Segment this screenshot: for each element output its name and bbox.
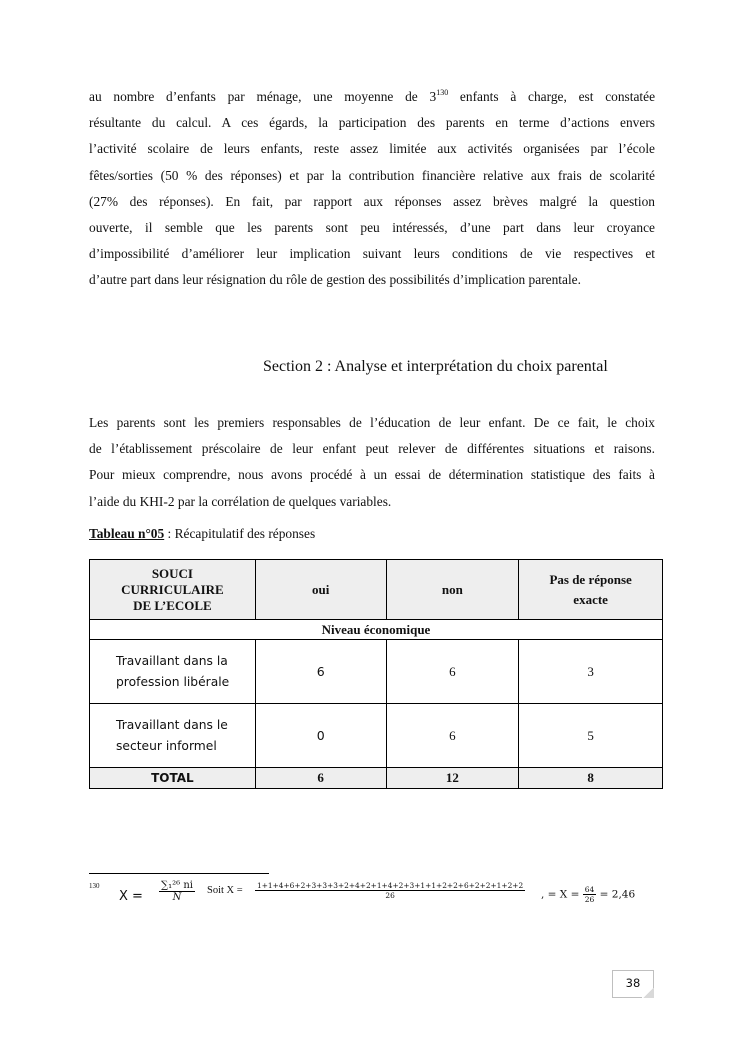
header-pas-de-reponse: Pas de réponse exacte [519, 560, 663, 620]
header-souci: SOUCI CURRICULAIRE DE L’ECOLE [90, 560, 256, 620]
footnote-soit: Soit X = [207, 885, 243, 896]
cell-pas: 3 [519, 640, 663, 704]
table-caption-text: : Récapitulatif des réponses [164, 526, 316, 541]
paragraph-2-line: Les parents sont les premiers responsables de l’éducation de leur enfant. De ce fait, le choix [89, 415, 655, 430]
footnote-result-fraction: $\frac{64}{26}$ [584, 885, 595, 904]
table-row [90, 704, 663, 768]
total-pas: 8 [519, 768, 663, 789]
header-oui: oui [255, 560, 386, 620]
paragraph-2-line: l’aide du KHI-2 par la corrélation de quelques variables. [89, 493, 392, 509]
cell-oui: 6 [255, 640, 386, 704]
cell-pas: 5 [519, 704, 663, 768]
footnote-sum-fraction: $\frac{\text{∑₁²⁶ ni}}{N}$ [161, 880, 193, 903]
recap-table [89, 559, 663, 789]
paragraph-1-line-1: au nombre d’enfants par ménage, une moyenne de $3^{130}$ enfants à charge, est constatée [89, 88, 656, 104]
footnote-number: 130 [89, 882, 100, 890]
paragraph-1-line: l’activité scolaire de leurs enfants, reste assez limitée aux activités organisées par l’école [89, 141, 655, 157]
footnote-separator [89, 873, 269, 874]
cell-oui: 0 [255, 704, 386, 768]
paragraph-2-line: de l’établissement préscolaire de leur enfant peut relever de différentes situations et raisons. [89, 441, 655, 457]
footnote-big-fraction: $\frac{1+1+4+6+2+3+3+3+2+4+2+1+4+2+3+1+1+2+2+6+2+2+1+2+2}{26}$ [257, 881, 524, 900]
table-caption [89, 526, 315, 542]
cell-non: 6 [386, 704, 519, 768]
paragraph-2 [89, 410, 655, 515]
table-row [90, 640, 663, 704]
header-non: non [386, 560, 519, 620]
total-label: TOTAL [90, 768, 256, 789]
page-number: 38 [625, 976, 641, 990]
table-group-row [90, 620, 663, 640]
footnote-result: , = X = $\frac{64}{26}$ = 2,46 [541, 885, 636, 904]
row-label: Travaillant dans la profession libérale [90, 640, 256, 704]
table-total-row [90, 768, 663, 789]
group-label-niveau-economique: Niveau économique [90, 620, 663, 640]
paragraph-1-line: fêtes/sorties (50 % des réponses) et par la contribution financière relative aux frais de scolarité [89, 167, 655, 183]
page-number-box [612, 970, 654, 998]
paragraph-1-line: résultante du calcul. A ces égards, la participation des parents en terme d’actions envers [89, 115, 655, 131]
total-oui: 6 [255, 768, 386, 789]
paragraph-1-line: (27% des réponses). En fait, par rapport aux réponses assez brèves malgré la question [89, 193, 655, 209]
total-non: 12 [386, 768, 519, 789]
paragraph-2-line: Pour mieux comprendre, nous avons procédé à un essai de détermination statistique des faits à [89, 467, 655, 483]
cell-non: 6 [386, 640, 519, 704]
footnote-x-eq: X = [119, 889, 143, 904]
footnote [89, 880, 649, 920]
paragraph-1-line: ouverte, il semble que les parents sont peu intéressés, d’une part dans leur croyance [89, 219, 655, 235]
table-caption-label: Tableau n°05 [89, 526, 165, 541]
paragraph-1-line: d’impossibilité d’améliorer leur implication suivant leurs conditions de vie respectives et [89, 246, 655, 262]
row-label: Travaillant dans le secteur informel [90, 704, 256, 768]
paragraph-1-line: d’autre part dans leur résignation du rôle de gestion des possibilités d’implication parentale. [89, 272, 581, 288]
section-title: Section 2 : Analyse et interprétation du choix parental [263, 358, 608, 375]
paragraph-1 [89, 84, 655, 294]
table-header-row [90, 560, 663, 620]
footnote-ref[interactable]: 130 [436, 88, 449, 97]
